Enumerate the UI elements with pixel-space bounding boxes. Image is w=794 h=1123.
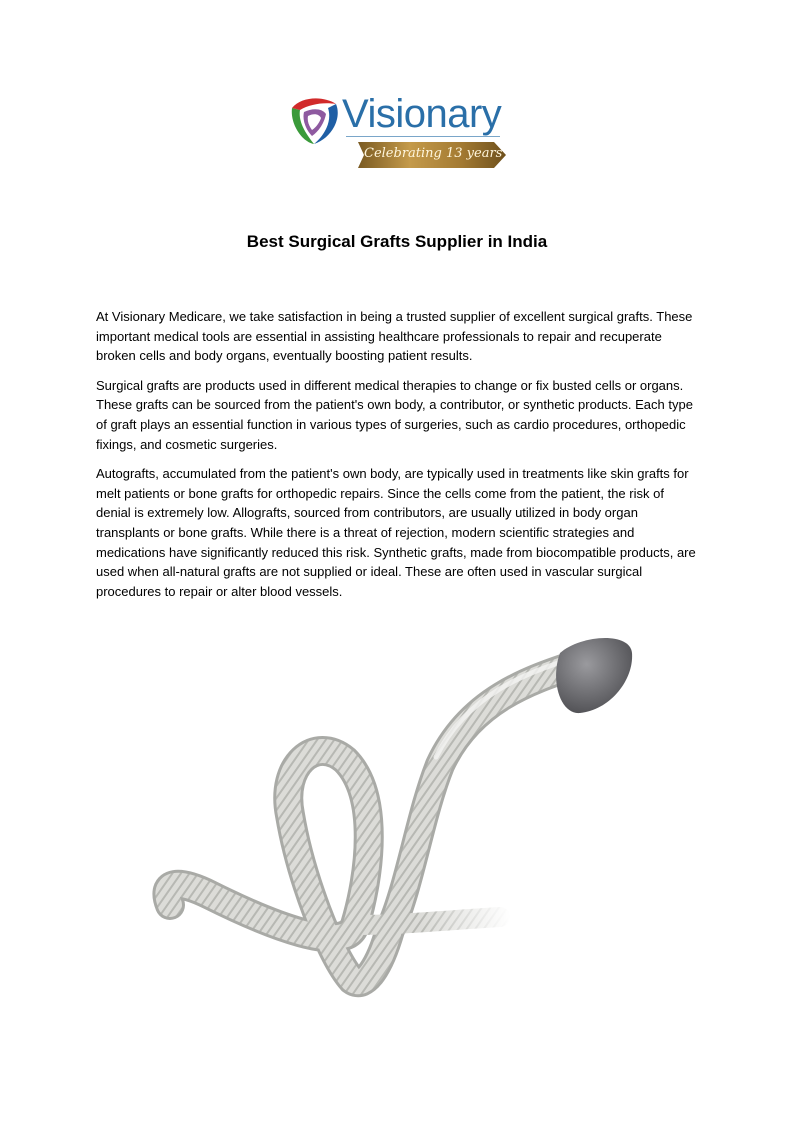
logo-wordmark: Visionary: [342, 92, 502, 136]
document-body: [96, 307, 700, 611]
paragraph: Surgical grafts are products used in different medical therapies to change or fix busted cells or organs. These grafts can be sourced from the patient's own body, a contributor, or synthetic products. Each type of graft plays an essential function in various types of surgeries, such as cardio procedures, orthopedic fixings, and cosmetic surgeries.: [96, 377, 693, 452]
logo-mark-icon: [284, 94, 342, 148]
document-title: Best Surgical Grafts Supplier in India: [246, 232, 548, 251]
paragraph: Autografts, accumulated from the patient's own body, are typically used in treatments like skin grafts for melt patients or bone grafts for orthopedic repairs. Since the cells come from the patient, the risk of denial is extremely low. Allografts, sourced from contributors, are usually utilized in body organ transplants or bone grafts. While there is a threat of rejection, modern scientific strategies and medications have significantly reduced this risk. Synthetic grafts, made from biocompatible products, are used when all-natural grafts are not supplied or ideal. These are often used in vascular surgical procedures to repair or alter blood vessels.: [96, 466, 696, 599]
company-logo: [284, 90, 510, 172]
logo-tagline: Celebrating 13 years: [364, 146, 503, 161]
logo-divider: [346, 136, 500, 137]
vascular-graft-image: [140, 625, 650, 1005]
paragraph: At Visionary Medicare, we take satisfaction in being a trusted supplier of excellent surgical grafts. These important medical tools are essential in assisting healthcare professionals to repair and recuperate broken cells and body organs, eventually boosting patient results.: [96, 309, 693, 364]
